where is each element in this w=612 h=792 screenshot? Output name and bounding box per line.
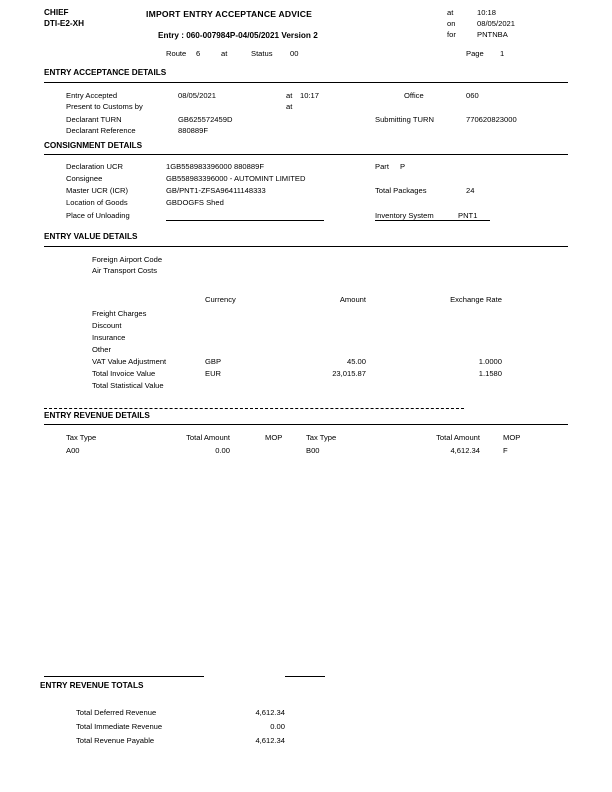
submitting-turn-value: 770620823000 bbox=[466, 115, 517, 124]
entry-accepted-at-value: 10:17 bbox=[300, 91, 320, 100]
insurance-label: Insurance bbox=[92, 333, 126, 342]
total-packages-value: 24 bbox=[466, 186, 475, 195]
freight-charges-label: Freight Charges bbox=[92, 309, 147, 318]
location-of-goods-value: GBDOGFS Shed bbox=[166, 198, 224, 207]
office-label: Office bbox=[404, 91, 424, 100]
consignee-label: Consignee bbox=[66, 174, 103, 183]
document-title: IMPORT ENTRY ACCEPTANCE ADVICE bbox=[146, 9, 313, 19]
divider-totals-left bbox=[44, 676, 204, 677]
inventory-system-value: PNT1 bbox=[458, 211, 478, 220]
divider-entry-value bbox=[44, 246, 568, 247]
master-ucr-value: GB/PNT1-ZFSA96411148333 bbox=[166, 186, 266, 195]
entry-revenue-totals-title: ENTRY REVENUE TOTALS bbox=[40, 681, 144, 690]
divider-place-of-unloading bbox=[166, 220, 324, 221]
revenue-tax-type-header-right: Tax Type bbox=[306, 433, 337, 442]
entry-accepted-label: Entry Accepted bbox=[66, 91, 118, 100]
other-label: Other bbox=[92, 345, 111, 354]
header-on-value: 08/05/2021 bbox=[477, 19, 516, 28]
revenue-mop-header-right: MOP bbox=[503, 433, 521, 442]
part-label: Part bbox=[375, 162, 389, 171]
total-immediate-revenue-label: Total Immediate Revenue bbox=[76, 722, 163, 731]
entry-reference-line: Entry : 060-007984P-04/05/2021 Version 2 bbox=[158, 31, 318, 40]
office-value: 060 bbox=[466, 91, 479, 100]
header-at-value: 10:18 bbox=[477, 8, 497, 17]
revenue-tax-type-header-left: Tax Type bbox=[66, 433, 97, 442]
total-deferred-revenue-value: 4,612.34 bbox=[255, 708, 285, 717]
total-packages-label: Total Packages bbox=[375, 186, 427, 195]
entry-value-title: ENTRY VALUE DETAILS bbox=[44, 232, 138, 241]
divider-entry-revenue bbox=[44, 424, 568, 425]
entry-accepted-at-label: at bbox=[286, 91, 293, 100]
total-invoice-value-rate: 1.1580 bbox=[478, 369, 502, 378]
header-on-label: on bbox=[447, 19, 456, 28]
vat-value-adjustment-amount: 45.00 bbox=[346, 357, 366, 366]
place-of-unloading-label: Place of Unloading bbox=[66, 211, 130, 220]
amount-column-header: Amount bbox=[339, 295, 366, 304]
exchange-rate-column-header: Exchange Rate bbox=[450, 295, 502, 304]
total-revenue-payable-label: Total Revenue Payable bbox=[76, 736, 155, 745]
foreign-airport-code-label: Foreign Airport Code bbox=[92, 255, 163, 264]
declarant-turn-label: Declarant TURN bbox=[66, 115, 122, 124]
part-value: P bbox=[400, 162, 406, 171]
air-transport-costs-label: Air Transport Costs bbox=[92, 266, 157, 275]
declaration-ucr-value: 1GB558983396000 880889F bbox=[166, 162, 264, 171]
declarant-reference-label: Declarant Reference bbox=[66, 126, 136, 135]
divider-acceptance bbox=[44, 82, 568, 83]
revenue-row-mop-right: F bbox=[503, 446, 508, 455]
entry-acceptance-title: ENTRY ACCEPTANCE DETAILS bbox=[44, 68, 167, 77]
total-statistical-value-label: Total Statistical Value bbox=[92, 381, 164, 390]
consignee-value: GB558983396000 - AUTOMINT LIMITED bbox=[166, 174, 306, 183]
discount-label: Discount bbox=[92, 321, 122, 330]
total-invoice-value-label: Total Invoice Value bbox=[92, 369, 156, 378]
currency-column-header: Currency bbox=[205, 295, 236, 304]
total-immediate-revenue-value: 0.00 bbox=[270, 722, 285, 731]
divider-revenue-dashed bbox=[44, 408, 464, 409]
declaration-ucr-label: Declaration UCR bbox=[66, 162, 123, 171]
page-label: Page bbox=[466, 49, 484, 58]
revenue-total-amount-header-left: Total Amount bbox=[186, 433, 230, 442]
header-for-value: PNTNBA bbox=[477, 30, 508, 39]
consignment-title: CONSIGNMENT DETAILS bbox=[44, 141, 143, 150]
dti-id: DTI-E2-XH bbox=[44, 19, 85, 28]
total-deferred-revenue-label: Total Deferred Revenue bbox=[76, 708, 157, 717]
location-of-goods-label: Location of Goods bbox=[66, 198, 128, 207]
vat-value-adjustment-rate: 1.0000 bbox=[478, 357, 502, 366]
route-label: Route bbox=[166, 49, 187, 58]
master-ucr-label: Master UCR (ICR) bbox=[66, 186, 129, 195]
route-value: 6 bbox=[196, 49, 201, 58]
status-value: 00 bbox=[290, 49, 299, 58]
divider-inventory-system bbox=[375, 220, 490, 221]
revenue-row-tax-type-right: B00 bbox=[306, 446, 320, 455]
divider-totals-right bbox=[285, 676, 325, 677]
entry-accepted-value: 08/05/2021 bbox=[178, 91, 217, 100]
declarant-reference-value: 880889F bbox=[178, 126, 208, 135]
revenue-row-tax-type-left: A00 bbox=[66, 446, 80, 455]
revenue-row-amount-left: 0.00 bbox=[215, 446, 230, 455]
declarant-turn-value: GB625572459D bbox=[178, 115, 233, 124]
page-value: 1 bbox=[500, 49, 505, 58]
vat-value-adjustment-currency: GBP bbox=[205, 357, 222, 366]
status-label: Status bbox=[251, 49, 273, 58]
header-for-label: for bbox=[447, 30, 456, 39]
inventory-system-label: Inventory System bbox=[375, 211, 434, 220]
revenue-row-amount-right: 4,612.34 bbox=[450, 446, 480, 455]
vat-value-adjustment-label: VAT Value Adjustment bbox=[92, 357, 167, 366]
total-invoice-value-amount: 23,015.87 bbox=[332, 369, 366, 378]
header-at-label: at bbox=[447, 8, 454, 17]
total-invoice-value-currency: EUR bbox=[205, 369, 222, 378]
entry-revenue-title: ENTRY REVENUE DETAILS bbox=[44, 411, 150, 420]
revenue-mop-header-left: MOP bbox=[265, 433, 283, 442]
chief-label: CHIEF bbox=[44, 8, 69, 17]
revenue-total-amount-header-right: Total Amount bbox=[436, 433, 480, 442]
divider-consignment bbox=[44, 154, 568, 155]
total-revenue-payable-value: 4,612.34 bbox=[255, 736, 285, 745]
route-at-label: at bbox=[221, 49, 228, 58]
present-to-customs-label: Present to Customs by bbox=[66, 102, 143, 111]
submitting-turn-label: Submitting TURN bbox=[375, 115, 434, 124]
present-to-customs-at-label: at bbox=[286, 102, 293, 111]
